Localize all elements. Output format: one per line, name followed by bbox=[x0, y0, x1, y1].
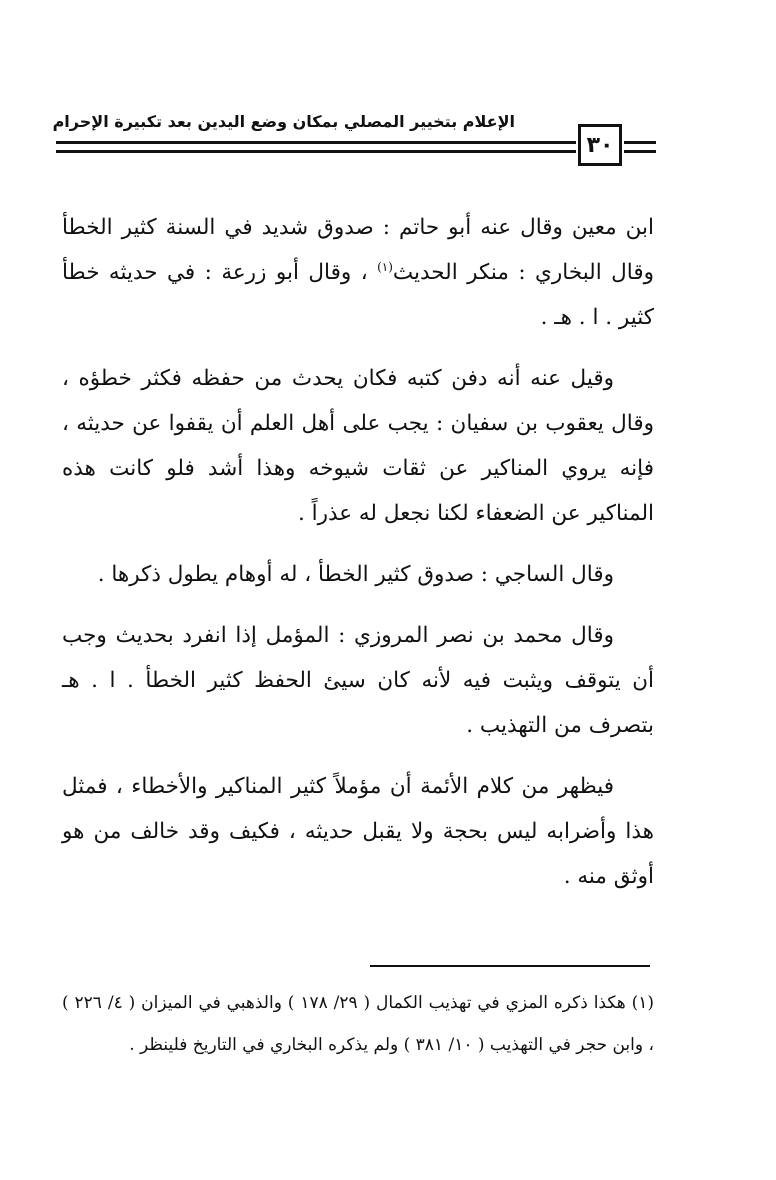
paragraph bbox=[62, 205, 654, 340]
footnote-marker: (١) bbox=[377, 259, 393, 274]
header-rule-bottom bbox=[56, 150, 576, 153]
footnotes bbox=[62, 982, 654, 1082]
paragraph-text: ابن معين وقال عنه أبو حاتم : صدوق شديد في السنة كثير الخطأ وقال البخاري : منكر الحديث bbox=[62, 215, 654, 285]
paragraph: فيظهر من كلام الأئمة أن مؤملاً كثير المناكير والأخطاء ، فمثل هذا وأضرابه ليس بحجة ولا يقبل حديثه ، فكيف وقد خالف من هو أوثق منه . bbox=[62, 774, 654, 889]
paragraph: وقال الساجي : صدوق كثير الخطأ ، له أوهام يطول ذكرها . bbox=[97, 562, 614, 587]
header-rule-right-top bbox=[624, 141, 656, 144]
paragraph: وقال محمد بن نصر المروزي : المؤمل إذا انفرد بحديث وجب أن يتوقف ويثبت فيه لأنه كان سيئ الحفظ كثير الخطأ . ا . هـ بتصرف من التهذيب . bbox=[62, 623, 654, 738]
footnote-separator bbox=[370, 965, 650, 967]
paragraph-text: ، وقال أبو زرعة : في حديثه خطأ كثير . ا . هـ . bbox=[62, 260, 654, 330]
header-rule-top bbox=[56, 141, 576, 144]
main-text bbox=[62, 205, 654, 915]
header-rule-right-bottom bbox=[624, 150, 656, 153]
footnote: (١) هكذا ذكره المزي في تهذيب الكمال ( ٢٩/ ١٧٨ ) والذهبي في الميزان ( ٤/ ٢٢٦ ) ، وابن حجر في التهذيب ( ١٠/ ٣٨١ ) ولم يذكره البخاري في التاريخ فلينظر . bbox=[62, 993, 655, 1055]
paragraph: وقيل عنه أنه دفن كتبه فكان يحدث من حفظه فكثر خطؤه ، وقال يعقوب بن سفيان : يجب على أهل العلم أن يقفوا عن حديثه ، فإنه يروي المناكير عن ثقات شيوخه وهذا أشد فلو كانت هذه المناكير عن الضعفاء لكنا نجعل له عذراً . bbox=[62, 366, 654, 526]
running-title: الإعلام بتخيير المصلي بمكان وضع اليدين بعد تكبيرة الإحرام bbox=[52, 112, 515, 131]
page-number: ٣٠ bbox=[578, 124, 622, 166]
